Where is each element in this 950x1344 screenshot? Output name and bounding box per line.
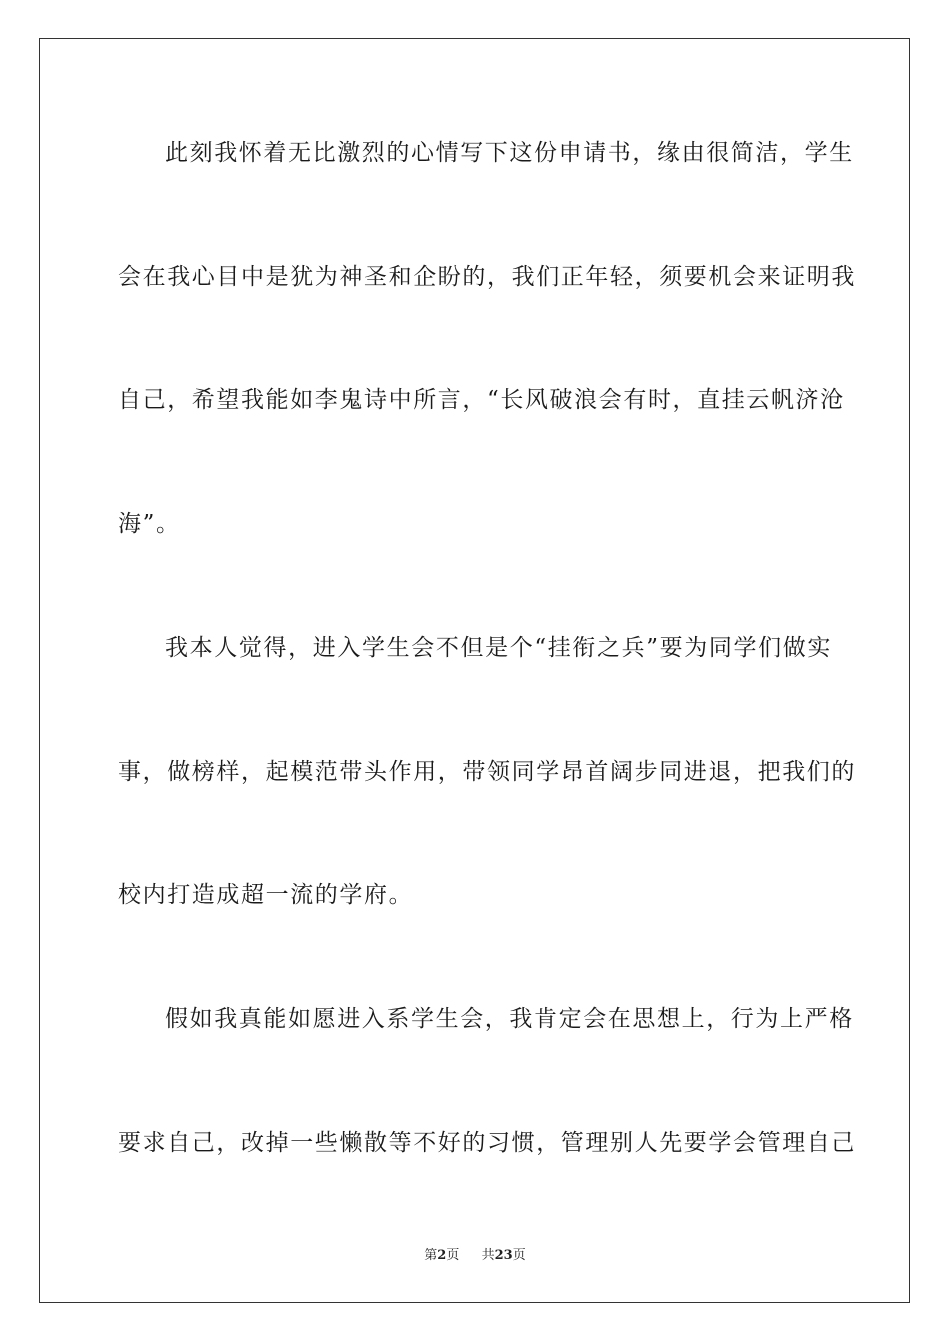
paragraph-1-line-2: 会在我心目中是犹为神圣和企盼的，我们正年轻，须要机会来证明我 xyxy=(118,264,856,290)
paragraph-2-line-2: 事，做榜样，起模范带头作用，带领同学昂首阔步同进退，把我们的 xyxy=(118,759,856,785)
paragraph-2-line-3: 校内打造成超一流的学府。 xyxy=(118,882,414,908)
total-label-suffix: 页 xyxy=(512,1248,526,1263)
page-label-suffix: 页 xyxy=(446,1248,460,1263)
page-border xyxy=(39,38,910,1303)
paragraph-3-line-2: 要求自己，改掉一些懒散等不好的习惯，管理别人先要学会管理自己 xyxy=(118,1130,856,1156)
paragraph-1-line-4: 海”。 xyxy=(118,511,181,537)
current-page-number: 2 xyxy=(437,1248,447,1263)
paragraph-1-line-3: 自己，希望我能如李鬼诗中所言，“长风破浪会有时，直挂云帆济沧 xyxy=(118,387,845,413)
total-page-count: 23 xyxy=(494,1248,513,1263)
page-label-prefix: 第 xyxy=(424,1248,438,1263)
paragraph-2-line-1: 我本人觉得，进入学生会不但是个“挂衔之兵”要为同学们做实 xyxy=(165,635,832,661)
paragraph-1-line-1: 此刻我怀着无比激烈的心情写下这份申请书，缘由很简洁，学生 xyxy=(165,140,854,166)
page-footer xyxy=(0,1247,950,1265)
total-label-prefix: 共 xyxy=(481,1248,495,1263)
paragraph-3-line-1: 假如我真能如愿进入系学生会，我肯定会在思想上，行为上严格 xyxy=(165,1006,854,1032)
